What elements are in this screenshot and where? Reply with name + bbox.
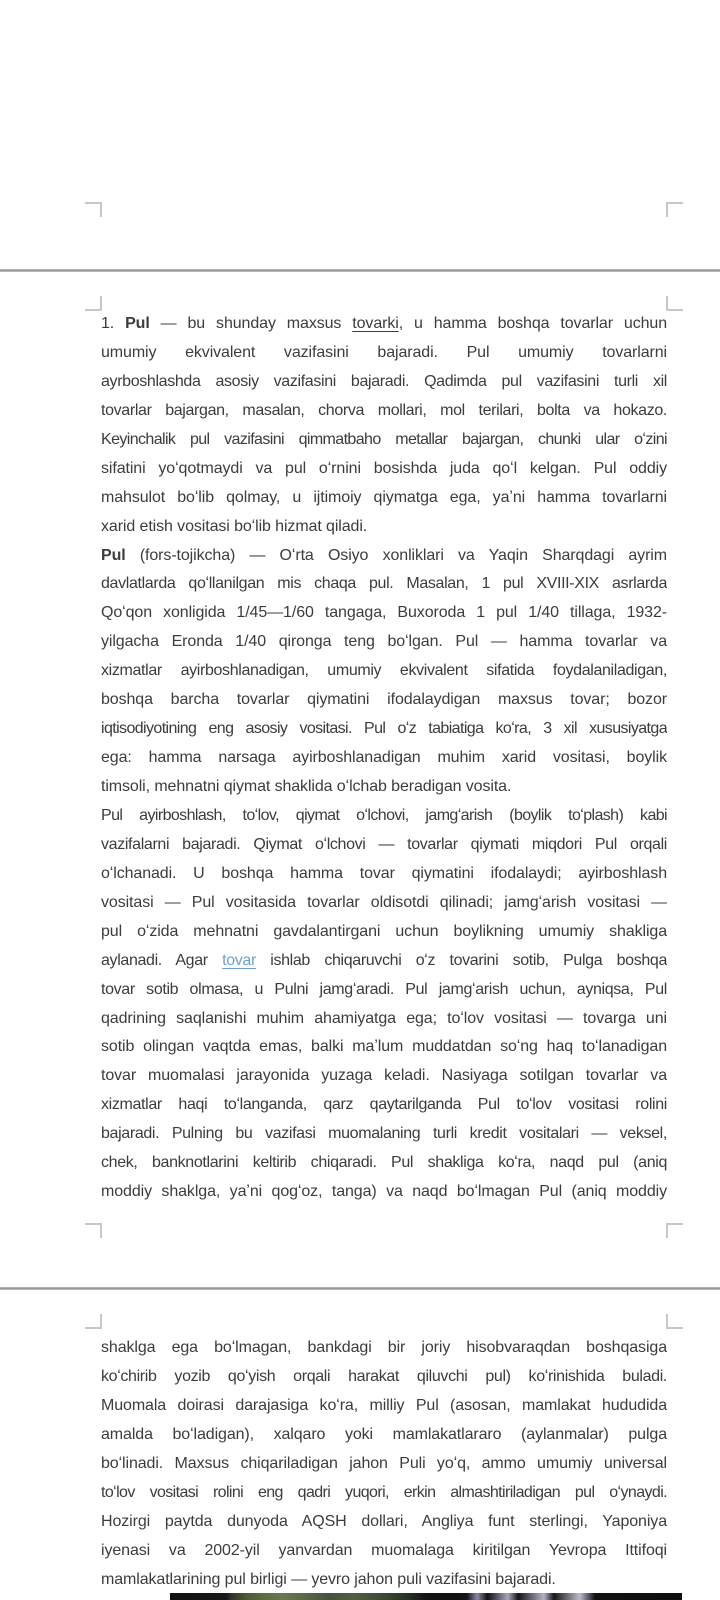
text-run: , u hamma boshqa tovarlar uchun (398, 315, 667, 332)
page-separator-2 (0, 1287, 720, 1290)
text-line (101, 889, 667, 918)
text-line (101, 1363, 667, 1392)
text-run: amalda boʻladigan), xalqaro yoki mamlakatlararo (aylanmalar) pulga (101, 1425, 667, 1443)
text-run: tovarlar bajargan, masalan, chorva mollari, mol terilari, bolta va hokazo. (101, 401, 667, 419)
text-line (101, 397, 667, 426)
text-line (101, 310, 667, 339)
tovar-link[interactable]: tovar (222, 951, 256, 969)
text-run: boshqa barcha tovarlar qiymatini ifodalaydigan maxsus tovar; bozor (101, 691, 667, 709)
text-line (101, 1334, 667, 1363)
text-run: vositasi — Pul vositasida tovarlar oldisotdi qilinadi; jamgʻarish vositasi — (101, 893, 667, 911)
text-run: qadrining saqlanishi muhim ahamiyatga ega; toʻlov vositasi — tovarga uni (101, 1009, 667, 1027)
text-line (101, 542, 667, 571)
text-run: yilgacha Eronda 1/40 qironga teng boʻlgan. Pul — hamma tovarlar va (101, 633, 667, 651)
text-run: xarid etish vositasi boʻlib hizmat qiladi. (101, 517, 368, 535)
embedded-banknote-image[interactable] (170, 1593, 682, 1600)
text-run: shaklga ega boʻlmagan, bankdagi bir joriy hisobvaraqdan boshqasiga (101, 1339, 667, 1356)
text-line (101, 570, 667, 599)
text-line (101, 484, 667, 513)
text-line (101, 1149, 667, 1178)
text-run: davlatlarda qoʻllanilgan mis chaqa pul. Masalan, 1 pul XVIII-XIX asrlarda (101, 575, 667, 593)
text-line (101, 860, 667, 889)
text-line (101, 628, 667, 657)
page2-text-block (101, 310, 667, 1211)
text-run: 1. (101, 315, 126, 332)
text-run: Pul ayirboshlash, toʻlov, qiymat oʻlchovi, jamgʻarish (boylik toʻplash) kabi (101, 806, 667, 824)
text-line (101, 715, 667, 744)
text-line (101, 773, 667, 802)
text-run: sotib olingan vaqtda emas, balki maʼlum muddatdan soʻng haq toʻlanadigan (101, 1038, 667, 1056)
page3-text-block (101, 1334, 667, 1596)
text-run: Keyinchalik pul vazifasini qimmatbaho metallar bajargan, chunki ular oʻzini (101, 430, 667, 448)
text-run: — bu shunday maxsus (149, 315, 353, 332)
underlined-term[interactable]: tovarki (352, 315, 399, 332)
text-line (101, 976, 667, 1005)
text-line (101, 1005, 667, 1034)
crop-mark-page1-bottom-right (666, 202, 683, 217)
text-run: toʻlov vositasi rolini eng qadri yuqori, erkin almashtiriladigan pul oʻynaydi. (101, 1483, 667, 1501)
text-run: ayrboshlashda asosiy vazifasini bajaradi. Qadimda pul vazifasini turli xil (101, 372, 667, 390)
text-line (101, 1479, 667, 1508)
text-run: umumiy ekvivalent vazifasini bajaradi. Pul umumiy tovarlarni (101, 343, 667, 361)
text-line (101, 947, 667, 976)
text-line (101, 1566, 667, 1595)
text-line (101, 1392, 667, 1421)
crop-mark-page2-top-left (85, 296, 102, 311)
text-run: sifatini yoʻqotmaydi va pul oʻrnini bosishda juda qoʻl kelgan. Pul oddiy (101, 459, 667, 477)
text-run: boʻlinadi. Maxsus chiqariladigan jahon Puli yoʻq, ammo umumiy universal (101, 1454, 667, 1472)
text-run: moddiy shaklga, yaʼni qogʻoz, tanga) va naqd boʻlmagan Pul (aniq moddiy (101, 1183, 667, 1201)
text-run: ishlab chiqaruvchi oʻz tovarini sotib, Pulga boshqa (255, 951, 667, 969)
crop-mark-page3-top-right (666, 1314, 683, 1329)
text-line (101, 426, 667, 455)
text-line (101, 686, 667, 715)
text-line (101, 831, 667, 860)
text-run: timsoli, mehnatni qiymat shaklida oʻlchab beradigan vosita. (101, 778, 512, 795)
bold-term: Pul (101, 546, 126, 564)
crop-mark-page2-bottom-right (666, 1223, 683, 1238)
text-run: Qoʻqon xonligida 1/45—1/60 tangaga, Buxoroda 1 pul 1/40 tillaga, 1932- (101, 604, 667, 622)
crop-mark-page1-bottom-left (85, 202, 102, 217)
page-separator-1 (0, 269, 720, 272)
text-line (101, 1178, 667, 1207)
text-run: aylanadi. Agar (101, 951, 223, 969)
text-line (101, 1421, 667, 1450)
text-run: xizmatlar ayirboshlanadigan, umumiy ekvivalent sifatida foydalaniladigan, (101, 662, 667, 680)
text-line (101, 802, 667, 831)
text-line (101, 918, 667, 947)
text-run: Muomala doirasi darajasiga koʻra, milliy Pul (asosan, mamlakat hududida (101, 1396, 667, 1414)
text-run: mamlakatlarining pul birligi — yevro jahon puli vazifasini bajaradi. (101, 1570, 556, 1588)
text-line (101, 368, 667, 397)
text-run: iqtisodiyotining eng asosiy vositasi. Pul oʻz tabiatiga koʻra, 3 xil xususiyatga (101, 720, 667, 738)
crop-mark-page3-top-left (85, 1314, 102, 1329)
text-run: ega: hamma narsaga ayirboshlanadigan muhim xarid vositasi, boylik (101, 749, 667, 767)
crop-mark-page2-top-right (666, 296, 683, 311)
text-line (101, 1120, 667, 1149)
text-line (101, 599, 667, 628)
text-line (101, 1450, 667, 1479)
text-run: chek, banknotlarini keltirib chiqaradi. Pul shakliga koʻra, naqd pul (aniq (101, 1154, 667, 1172)
bold-term: Pul (125, 315, 150, 332)
text-run: Hozirgi paytda dunyoda AQSH dollari, Angliya funt sterlingi, Yaponiya (101, 1512, 667, 1530)
text-line (101, 657, 667, 686)
text-line (101, 455, 667, 484)
text-line (101, 1091, 667, 1120)
text-line (101, 1508, 667, 1537)
text-run: tovar sotib olmasa, u Pulni jamgʻaradi. Pul jamgʻarish uchun, ayniqsa, Pul (101, 980, 667, 998)
text-line (101, 1033, 667, 1062)
text-run: bajaradi. Pulning bu vazifasi muomalaning turli kredit vositalari — veksel, (101, 1125, 667, 1143)
text-run: pul oʻzida mehnatni gavdalantirgani uchun boylikning umumiy shakliga (101, 922, 667, 940)
text-run: vazifalarni bajaradi. Qiymat oʻlchovi — tovarlar qiymati miqdori Pul orqali (101, 835, 667, 853)
text-run: (fors-tojikcha) — Oʻrta Osiyo xonliklari va Yaqin Sharqdagi ayrim (125, 546, 667, 564)
text-run: koʻchirib yozib qoʻyish orqali harakat qiluvchi pul) koʻrinishida buladi. (101, 1367, 667, 1385)
text-line (101, 1537, 667, 1566)
text-run: oʻlchanadi. U boshqa hamma tovar qiymatini ifodalaydi; ayirboshlash (101, 864, 667, 882)
text-line (101, 744, 667, 773)
crop-mark-page2-bottom-left (85, 1223, 102, 1238)
text-run: iyenasi va 2002-yil yanvardan muomalaga kiritilgan Yevropa Ittifoqi (101, 1541, 667, 1559)
text-run: xizmatlar haqi toʻlanganda, qarz qaytarilganda Pul toʻlov vositasi rolini (101, 1096, 667, 1114)
text-line (101, 339, 667, 368)
text-run: mahsulot boʻlib qolmay, u ijtimoiy qiymatga ega, yaʼni hamma tovarlarni (101, 488, 667, 506)
text-line (101, 513, 667, 542)
text-run: tovar muomalasi jarayonida yuzaga keladi. Nasiyaga sotilgan tovarlar va (101, 1067, 667, 1085)
text-line (101, 1062, 667, 1091)
